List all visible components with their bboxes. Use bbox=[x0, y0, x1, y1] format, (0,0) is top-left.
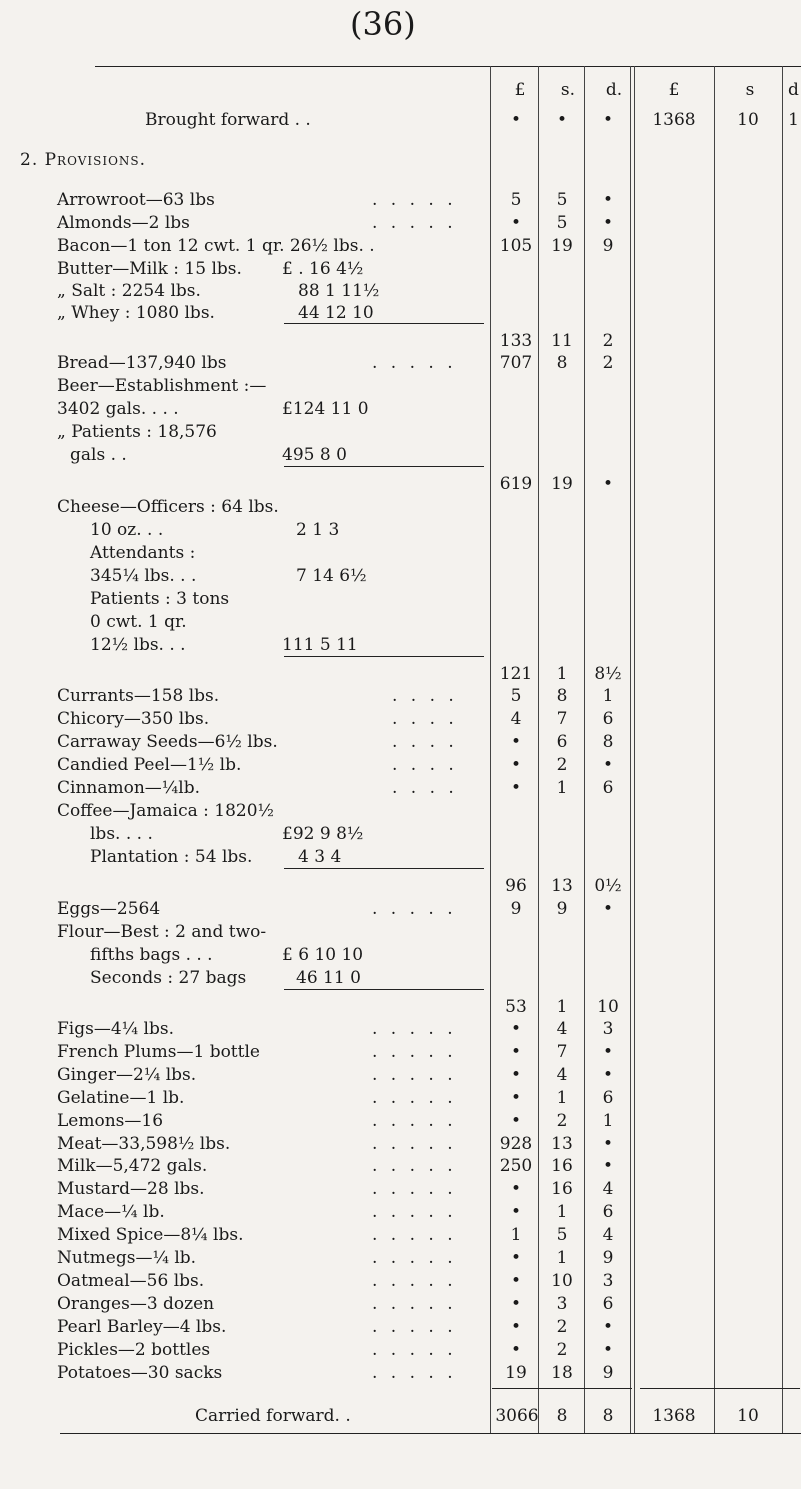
beer-shillings: 19 bbox=[551, 474, 573, 494]
item-label: Chicory—350 lbs. bbox=[57, 709, 210, 729]
item-shillings: 2 bbox=[556, 1316, 568, 1337]
item-pounds: 250 bbox=[499, 1156, 533, 1177]
item-pence: 3 bbox=[602, 1270, 614, 1291]
item-pence: 4 bbox=[602, 1225, 614, 1246]
beer-line: „ Patients : 18,576 bbox=[57, 422, 217, 442]
cheese-amount: 2 1 3 bbox=[296, 520, 340, 540]
item-pounds: • bbox=[510, 1041, 522, 1062]
item-label: Cinnamon—¼lb. bbox=[57, 778, 200, 798]
item-shillings: 4 bbox=[556, 1064, 568, 1085]
carried-forward-label: Carried forward. . bbox=[195, 1406, 351, 1426]
bread-pounds: 707 bbox=[499, 353, 533, 373]
subtotal-rule bbox=[284, 656, 484, 657]
col-line bbox=[634, 66, 635, 1433]
item-pounds: • bbox=[510, 732, 522, 752]
header-pence: d. bbox=[605, 80, 623, 100]
item-shillings: 7 bbox=[556, 1041, 568, 1062]
header-total-pounds: £ bbox=[668, 80, 680, 100]
leader-dots: . . . . . bbox=[372, 1248, 457, 1268]
leader-dots: . . . . . bbox=[372, 1202, 457, 1223]
item-shillings: 2 bbox=[556, 1110, 568, 1131]
page-number: (36) bbox=[350, 5, 416, 43]
cheese-line: Attendants : bbox=[90, 543, 196, 563]
item-pounds: 19 bbox=[505, 1362, 527, 1383]
total-rule bbox=[640, 1388, 800, 1389]
bf-total-pounds: 1368 bbox=[652, 110, 696, 130]
cf-total-pounds: 1368 bbox=[652, 1406, 696, 1426]
cheese-line: Cheese—Officers : 64 lbs. bbox=[57, 497, 279, 517]
butter-line: „ Salt : 2254 lbs. bbox=[57, 281, 201, 301]
item-pence: 6 bbox=[602, 1202, 614, 1223]
item-pounds: 1 bbox=[510, 1225, 522, 1246]
cf-shillings: 8 bbox=[556, 1406, 568, 1426]
item-shillings: 3 bbox=[556, 1293, 568, 1314]
item-pence: 3 bbox=[602, 1019, 614, 1039]
item-pounds: • bbox=[510, 1248, 522, 1268]
subtotal-rule bbox=[284, 323, 484, 324]
eggs-dots: . . . . . bbox=[372, 899, 457, 919]
item-pence: • bbox=[602, 1316, 614, 1337]
bread-shillings: 8 bbox=[556, 353, 568, 373]
coffee-shillings: 13 bbox=[551, 876, 573, 896]
leader-dots: . . . . . bbox=[372, 1041, 457, 1062]
beer-pounds: 619 bbox=[499, 474, 533, 494]
item-label: Mace—¼ lb. bbox=[57, 1202, 165, 1223]
item-label: Pickles—2 bottles bbox=[57, 1339, 211, 1360]
item-label: Arrowroot—63 lbs bbox=[57, 190, 215, 210]
item-pounds: 105 bbox=[499, 236, 533, 256]
col-line bbox=[490, 66, 491, 1433]
leader-dots: . . . . . bbox=[372, 1179, 457, 1200]
item-shillings: 16 bbox=[551, 1156, 573, 1177]
item-pounds: • bbox=[510, 1019, 522, 1039]
bottom-rule bbox=[60, 1433, 801, 1434]
leader-dots: . . . . . bbox=[372, 1362, 457, 1383]
item-pounds: • bbox=[510, 1293, 522, 1314]
subtotal-rule bbox=[284, 989, 484, 990]
leader-dots: . . . . . bbox=[372, 1133, 457, 1154]
item-pounds: • bbox=[510, 1316, 522, 1337]
col-line bbox=[584, 66, 585, 1433]
item-label: Figs—4¼ lbs. bbox=[57, 1019, 174, 1039]
flour-line: Seconds : 27 bags bbox=[90, 968, 247, 988]
butter-line: „ Whey : 1080 lbs. bbox=[57, 303, 215, 323]
item-label: Candied Peel—1½ lb. bbox=[57, 755, 242, 775]
item-shillings: 1 bbox=[556, 778, 568, 798]
subtotal-rule bbox=[284, 466, 484, 467]
item-pounds: • bbox=[510, 1110, 522, 1131]
item-pence: • bbox=[602, 190, 614, 210]
butter-shillings: 11 bbox=[551, 331, 573, 351]
bf-pence: • bbox=[602, 110, 614, 130]
header-shillings: s. bbox=[560, 80, 576, 100]
flour-amount: £ 6 10 10 bbox=[282, 945, 364, 965]
item-pence: • bbox=[602, 1133, 614, 1154]
item-pence: • bbox=[602, 1064, 614, 1085]
item-pence: 9 bbox=[602, 1362, 614, 1383]
cheese-line: 12½ lbs. . . bbox=[90, 635, 186, 655]
item-label: Bacon—1 ton 12 cwt. 1 qr. 26½ lbs. . bbox=[57, 236, 375, 256]
item-shillings: 7 bbox=[556, 709, 568, 729]
flour-amount: 46 11 0 bbox=[296, 968, 361, 988]
bf-total-pence: 1 bbox=[788, 110, 799, 130]
cf-pence: 8 bbox=[602, 1406, 614, 1426]
item-label: Milk—5,472 gals. bbox=[57, 1156, 208, 1177]
item-label: Oatmeal—56 lbs. bbox=[57, 1270, 205, 1291]
cheese-amount: 111 5 11 bbox=[282, 635, 358, 655]
bread-label: Bread—137,940 lbs bbox=[57, 353, 227, 373]
leader-dots: . . . . . bbox=[372, 190, 457, 210]
item-pence: • bbox=[602, 1041, 614, 1062]
butter-pounds: 133 bbox=[499, 331, 533, 351]
butter-amount: 88 1 11½ bbox=[298, 281, 380, 301]
butter-line: Butter—Milk : 15 lbs. bbox=[57, 259, 242, 279]
item-pence: • bbox=[602, 1156, 614, 1177]
flour-line: fifths bags . . . bbox=[90, 945, 213, 965]
leader-dots: . . . . . bbox=[372, 1110, 457, 1131]
bf-total-shillings: 10 bbox=[737, 110, 759, 130]
item-shillings: 1 bbox=[556, 1202, 568, 1223]
section-title: 2. Provisions. bbox=[20, 150, 147, 170]
item-pence: 4 bbox=[602, 1179, 614, 1200]
item-pounds: 5 bbox=[510, 686, 522, 706]
cheese-line: Patients : 3 tons bbox=[90, 589, 230, 609]
item-pence: 6 bbox=[602, 1293, 614, 1314]
coffee-line: lbs. . . . bbox=[90, 824, 153, 844]
item-label: Currants—158 lbs. bbox=[57, 686, 220, 706]
item-pence: 6 bbox=[602, 709, 614, 729]
leader-dots: . . . . . bbox=[372, 1087, 457, 1108]
eggs-shillings: 9 bbox=[556, 899, 568, 919]
cheese-shillings: 1 bbox=[556, 664, 568, 684]
leader-dots: . . . . . bbox=[372, 1019, 457, 1039]
item-pounds: 928 bbox=[499, 1133, 533, 1154]
item-pence: 9 bbox=[602, 236, 614, 256]
leader-dots: . . . . . bbox=[372, 1293, 457, 1314]
item-pounds: • bbox=[510, 1064, 522, 1085]
leader-dots: . . . . bbox=[392, 732, 458, 752]
beer-line: 3402 gals. . . . bbox=[57, 399, 179, 419]
subtotal-rule bbox=[284, 868, 484, 869]
bf-shillings: • bbox=[556, 110, 568, 130]
leader-dots: . . . . . bbox=[372, 1225, 457, 1246]
item-label: Ginger—2¼ lbs. bbox=[57, 1064, 197, 1085]
leader-dots: . . . . . bbox=[372, 1064, 457, 1085]
item-shillings: 13 bbox=[551, 1133, 573, 1154]
leader-dots: . . . . . bbox=[372, 1270, 457, 1291]
beer-pence: • bbox=[602, 474, 614, 494]
item-shillings: 18 bbox=[551, 1362, 573, 1383]
header-total-shillings: s bbox=[745, 80, 755, 100]
item-pounds: • bbox=[510, 1339, 522, 1360]
item-pence: • bbox=[602, 213, 614, 233]
leader-dots: . . . . bbox=[392, 686, 458, 706]
flour-pence: 10 bbox=[597, 997, 619, 1017]
col-line bbox=[714, 66, 715, 1433]
flour-line: Flour—Best : 2 and two- bbox=[57, 922, 267, 942]
leader-dots: . . . . bbox=[392, 709, 458, 729]
coffee-line: Coffee—Jamaica : 1820½ bbox=[57, 801, 275, 821]
item-label: Lemons—16 bbox=[57, 1110, 164, 1131]
butter-pence: 2 bbox=[602, 331, 614, 351]
cf-total-shillings: 10 bbox=[737, 1406, 759, 1426]
item-pence: 8 bbox=[602, 732, 614, 752]
item-label: Pearl Barley—4 lbs. bbox=[57, 1316, 227, 1337]
leader-dots: . . . . bbox=[392, 755, 458, 775]
item-pence: 6 bbox=[602, 778, 614, 798]
item-label: French Plums—1 bottle bbox=[57, 1041, 260, 1062]
beer-amount: £124 11 0 bbox=[282, 399, 369, 419]
beer-line: gals . . bbox=[70, 445, 127, 465]
coffee-pounds: 96 bbox=[505, 876, 527, 896]
item-pounds: 5 bbox=[510, 190, 522, 210]
item-pence: 6 bbox=[602, 1087, 614, 1108]
item-pounds: • bbox=[510, 213, 522, 233]
eggs-pence: • bbox=[602, 899, 614, 919]
coffee-line: Plantation : 54 lbs. bbox=[90, 847, 253, 867]
item-shillings: 4 bbox=[556, 1019, 568, 1039]
cheese-amount: 7 14 6½ bbox=[296, 566, 367, 586]
item-label: Nutmegs—¼ lb. bbox=[57, 1248, 197, 1268]
item-pounds: 4 bbox=[510, 709, 522, 729]
coffee-amount: £92 9 8½ bbox=[282, 824, 364, 844]
bf-pounds: • bbox=[510, 110, 522, 130]
item-shillings: 19 bbox=[551, 236, 573, 256]
beer-amount: 495 8 0 bbox=[282, 445, 347, 465]
item-shillings: 2 bbox=[556, 755, 568, 775]
cf-pounds: 3066 bbox=[495, 1406, 539, 1426]
item-pounds: • bbox=[510, 1087, 522, 1108]
item-pence: 1 bbox=[602, 1110, 614, 1131]
item-pounds: • bbox=[510, 778, 522, 798]
item-label: Carraway Seeds—6½ lbs. bbox=[57, 732, 278, 752]
leader-dots: . . . . . bbox=[372, 1316, 457, 1337]
cheese-pounds: 121 bbox=[499, 664, 533, 684]
total-rule bbox=[492, 1388, 632, 1389]
item-label: Mustard—28 lbs. bbox=[57, 1179, 205, 1200]
col-line bbox=[538, 66, 539, 1433]
item-label: Almonds—2 lbs bbox=[57, 213, 190, 233]
item-pounds: • bbox=[510, 1202, 522, 1223]
bread-dots: . . . . . bbox=[372, 353, 457, 373]
top-rule bbox=[95, 66, 801, 67]
item-label: Mixed Spice—8¼ lbs. bbox=[57, 1225, 244, 1246]
leader-dots: . . . . . bbox=[372, 1339, 457, 1360]
item-shillings: 8 bbox=[556, 686, 568, 706]
item-pounds: • bbox=[510, 1179, 522, 1200]
item-pounds: • bbox=[510, 1270, 522, 1291]
bread-pence: 2 bbox=[602, 353, 614, 373]
item-shillings: 1 bbox=[556, 1248, 568, 1268]
item-pence: 1 bbox=[602, 686, 614, 706]
eggs-pounds: 9 bbox=[510, 899, 522, 919]
col-line bbox=[782, 66, 783, 1433]
butter-amount: £ . 16 4½ bbox=[282, 259, 364, 279]
leader-dots: . . . . . bbox=[372, 1156, 457, 1177]
coffee-amount: 4 3 4 bbox=[298, 847, 342, 867]
col-line bbox=[630, 66, 631, 1433]
item-label: Meat—33,598½ lbs. bbox=[57, 1133, 231, 1154]
leader-dots: . . . . bbox=[392, 778, 458, 798]
header-total-pence: d bbox=[788, 80, 799, 100]
flour-pounds: 53 bbox=[505, 997, 527, 1017]
flour-shillings: 1 bbox=[556, 997, 568, 1017]
item-label: Potatoes—30 sacks bbox=[57, 1362, 223, 1383]
header-pounds: £ bbox=[514, 80, 526, 100]
item-label: Oranges—3 dozen bbox=[57, 1293, 215, 1314]
item-pence: • bbox=[602, 755, 614, 775]
cheese-line: 0 cwt. 1 qr. bbox=[90, 612, 187, 632]
item-shillings: 5 bbox=[556, 213, 568, 233]
cheese-line: 345¼ lbs. . . bbox=[90, 566, 197, 586]
beer-line: Beer—Establishment :— bbox=[57, 376, 267, 396]
item-pence: 9 bbox=[602, 1248, 614, 1268]
item-shillings: 5 bbox=[556, 1225, 568, 1246]
cheese-line: 10 oz. . . bbox=[90, 520, 164, 540]
item-shillings: 5 bbox=[556, 190, 568, 210]
butter-amount: 44 12 10 bbox=[298, 303, 374, 323]
item-shillings: 1 bbox=[556, 1087, 568, 1108]
item-shillings: 16 bbox=[551, 1179, 573, 1200]
item-shillings: 2 bbox=[556, 1339, 568, 1360]
item-pence: • bbox=[602, 1339, 614, 1360]
coffee-pence: 0½ bbox=[594, 876, 622, 896]
item-shillings: 10 bbox=[551, 1270, 573, 1291]
brought-forward-label: Brought forward . . bbox=[145, 110, 311, 130]
item-shillings: 6 bbox=[556, 732, 568, 752]
eggs-label: Eggs—2564 bbox=[57, 899, 161, 919]
item-pounds: • bbox=[510, 755, 522, 775]
leader-dots: . . . . . bbox=[372, 213, 457, 233]
cheese-pence: 8½ bbox=[594, 664, 622, 684]
item-label: Gelatine—1 lb. bbox=[57, 1087, 185, 1108]
